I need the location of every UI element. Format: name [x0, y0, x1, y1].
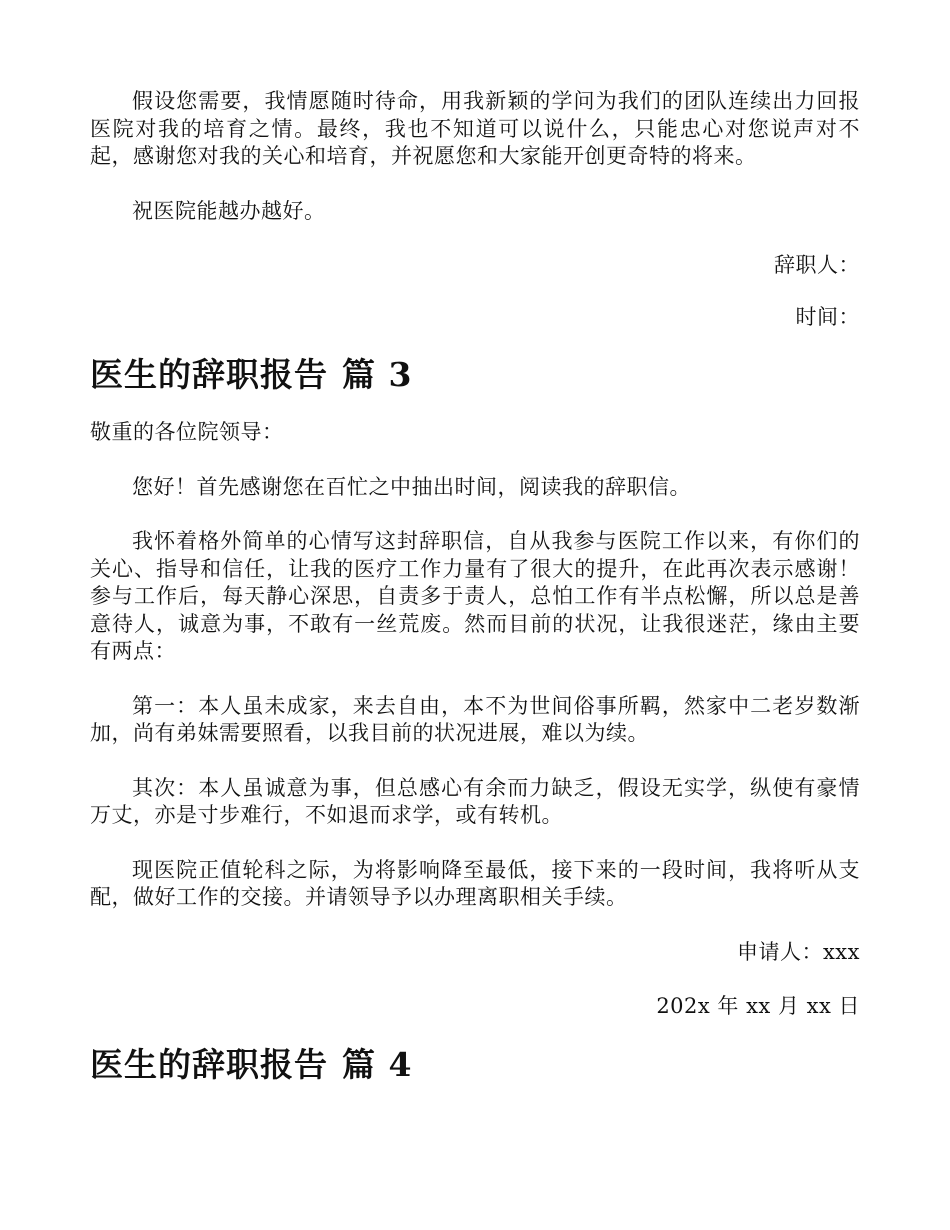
section-3-paragraph-3: 第一：本人虽未成家，来去自由，本不为世间俗事所羁，然家中二老岁数渐加，尚有弟妹需要照看，以我目前的状况进展，难以为续。 [90, 693, 860, 745]
section-4-heading [90, 1043, 860, 1087]
section-3-greeting: 敬重的各位院领导： [90, 420, 284, 444]
prev-signer-line: 辞职人： [774, 253, 860, 277]
section-3-date: 202x 年 xx 月 xx 日 [656, 994, 860, 1018]
section-3-paragraph-5: 现医院正值轮科之际，为将影响降至最低，接下来的一段时间，我将听从支配，做好工作的交接。并请领导予以办理离职相关手续。 [90, 857, 860, 909]
section-3-paragraph-2: 我怀着格外简单的心情写这封辞职信，自从我参与医院工作以来，有你们的关心、指导和信任，让我的医疗工作力量有了很大的提升，在此再次表示感谢！ 参与工作后，每天静心深思，自责多于责人，总怕工作有半点松懈，所以总是善意待人，诚意为事，不敢有一丝荒废。然而目前的状况，让我很迷茫，缘由主要有两点： [90, 529, 860, 663]
section-4-title: 医生的辞职报告 [90, 1044, 328, 1084]
section-3-paragraph-1: 您好！首先感谢您在百忙之中抽出时间，阅读我的辞职信。 [132, 474, 691, 499]
prev-paragraph-1: 假设您需要，我情愿随时待命，用我新颖的学问为我们的团队连续出力回报医院对我的培育之情。最终，我也不知道可以说什么，只能忠心对您说声对不起，感谢您对我的关心和培育，并祝愿您和大家能开创更奇特的将来。 [90, 89, 860, 168]
document-page [90, 88, 860, 1087]
section-3-paragraph-4: 其次：本人虽诚意为事，但总感心有余而力缺乏，假设无实学，纵使有豪情万丈，亦是寸步难行，不如退而求学，或有转机。 [90, 775, 860, 827]
prev-wish-line: 祝医院能越办越好。 [132, 198, 326, 223]
section-3-signer: 申请人：xxx [736, 939, 860, 964]
section-3-title: 医生的辞职报告 [90, 355, 328, 394]
section-4-number: 篇 4 [342, 1044, 413, 1084]
section-3-heading [90, 353, 860, 397]
prev-date-line: 时间： [795, 304, 860, 329]
section-3-number: 篇 3 [342, 355, 413, 394]
